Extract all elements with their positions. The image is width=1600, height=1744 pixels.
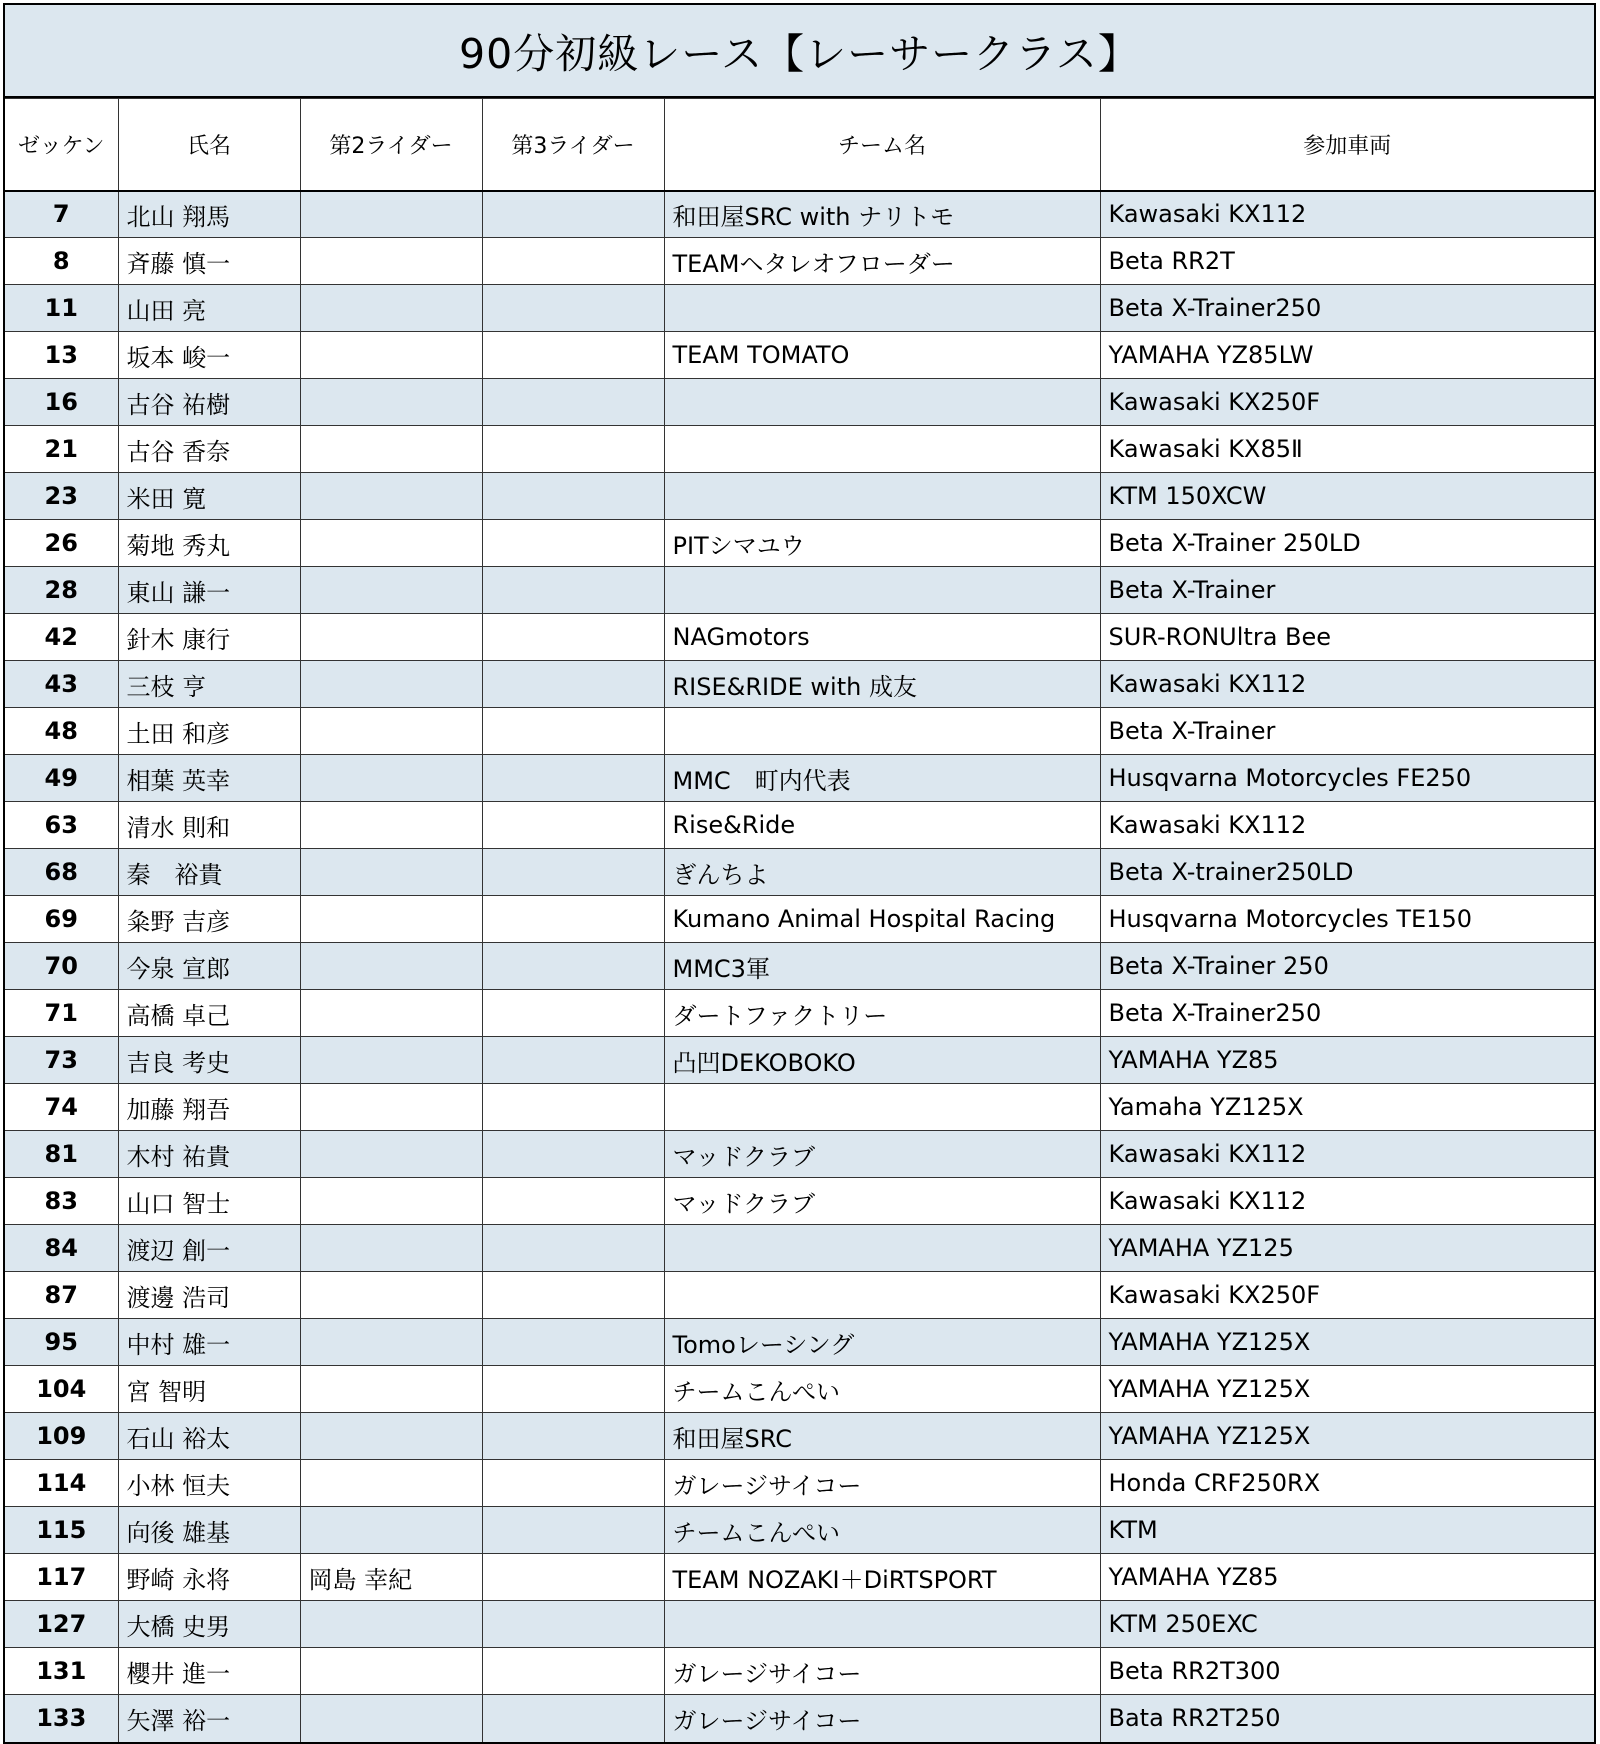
cell-name: 加藤 翔吾 [118, 1084, 300, 1131]
cell-second-rider [300, 990, 482, 1037]
cell-number: 49 [5, 755, 118, 802]
table-row [5, 520, 1594, 567]
cell-third-rider [482, 332, 664, 379]
cell-team: RISE&RIDE with 成友 [664, 661, 1100, 708]
cell-number: 131 [5, 1648, 118, 1695]
cell-second-rider [300, 1507, 482, 1554]
cell-second-rider: 岡島 幸紀 [300, 1554, 482, 1601]
cell-name: 渡邊 浩司 [118, 1272, 300, 1319]
cell-number: 48 [5, 708, 118, 755]
cell-team: TEAMヘタレオフローダー [664, 238, 1100, 285]
cell-name: 北山 翔馬 [118, 191, 300, 238]
cell-vehicle: Beta X-Trainer [1100, 708, 1594, 755]
cell-number: 104 [5, 1366, 118, 1413]
cell-third-rider [482, 755, 664, 802]
cell-second-rider [300, 943, 482, 990]
cell-third-rider [482, 1272, 664, 1319]
cell-second-rider [300, 708, 482, 755]
cell-name: 菊地 秀丸 [118, 520, 300, 567]
table-row [5, 708, 1594, 755]
cell-team: Rise&Ride [664, 802, 1100, 849]
cell-second-rider [300, 802, 482, 849]
cell-third-rider [482, 1319, 664, 1366]
cell-third-rider [482, 708, 664, 755]
cell-team [664, 1225, 1100, 1272]
table-row [5, 1037, 1594, 1084]
cell-name: 斉藤 慎一 [118, 238, 300, 285]
cell-number: 7 [5, 191, 118, 238]
cell-team: ダートファクトリー [664, 990, 1100, 1037]
table-row [5, 1648, 1594, 1695]
cell-third-rider [482, 426, 664, 473]
cell-vehicle: Kawasaki KX112 [1100, 1178, 1594, 1225]
cell-vehicle: Beta X-Trainer250 [1100, 285, 1594, 332]
cell-number: 28 [5, 567, 118, 614]
cell-vehicle: YAMAHA YZ125 [1100, 1225, 1594, 1272]
cell-number: 133 [5, 1695, 118, 1742]
cell-number: 26 [5, 520, 118, 567]
table-row [5, 1131, 1594, 1178]
cell-third-rider [482, 1601, 664, 1648]
cell-third-rider [482, 802, 664, 849]
cell-third-rider [482, 1460, 664, 1507]
cell-second-rider [300, 755, 482, 802]
table-row [5, 285, 1594, 332]
cell-number: 13 [5, 332, 118, 379]
table-row [5, 614, 1594, 661]
cell-second-rider [300, 1695, 482, 1742]
cell-number: 127 [5, 1601, 118, 1648]
table-row [5, 1413, 1594, 1460]
cell-name: 向後 雄基 [118, 1507, 300, 1554]
cell-third-rider [482, 1366, 664, 1413]
cell-team [664, 285, 1100, 332]
cell-vehicle: Kawasaki KX112 [1100, 661, 1594, 708]
cell-team: チームこんぺい [664, 1366, 1100, 1413]
cell-team [664, 473, 1100, 520]
cell-vehicle: KTM 150XCW [1100, 473, 1594, 520]
cell-vehicle: Beta RR2T300 [1100, 1648, 1594, 1695]
table-row [5, 1366, 1594, 1413]
cell-team: MMC3軍 [664, 943, 1100, 990]
cell-third-rider [482, 1413, 664, 1460]
cell-third-rider [482, 191, 664, 238]
table-row [5, 1554, 1594, 1601]
cell-vehicle: Beta X-Trainer [1100, 567, 1594, 614]
table-row [5, 896, 1594, 943]
cell-team: NAGmotors [664, 614, 1100, 661]
cell-name: 清水 則和 [118, 802, 300, 849]
cell-team [664, 1084, 1100, 1131]
cell-vehicle: Honda CRF250RX [1100, 1460, 1594, 1507]
cell-number: 11 [5, 285, 118, 332]
table-row [5, 943, 1594, 990]
cell-team [664, 1272, 1100, 1319]
cell-vehicle: Kawasaki KX85Ⅱ [1100, 426, 1594, 473]
cell-team [664, 379, 1100, 426]
cell-third-rider [482, 1037, 664, 1084]
cell-second-rider [300, 614, 482, 661]
cell-third-rider [482, 1648, 664, 1695]
cell-second-rider [300, 1084, 482, 1131]
cell-vehicle: Kawasaki KX112 [1100, 802, 1594, 849]
cell-vehicle: Bata RR2T250 [1100, 1695, 1594, 1742]
cell-number: 81 [5, 1131, 118, 1178]
cell-vehicle: Beta X-Trainer 250 [1100, 943, 1594, 990]
cell-vehicle: YAMAHA YZ85 [1100, 1554, 1594, 1601]
cell-name: 三枝 亨 [118, 661, 300, 708]
cell-team [664, 1601, 1100, 1648]
cell-name: 櫻井 進一 [118, 1648, 300, 1695]
cell-vehicle: Beta X-trainer250LD [1100, 849, 1594, 896]
cell-vehicle: Beta X-Trainer 250LD [1100, 520, 1594, 567]
cell-name: 今泉 宣郎 [118, 943, 300, 990]
table-row [5, 1272, 1594, 1319]
cell-third-rider [482, 1084, 664, 1131]
cell-team: MMC 町内代表 [664, 755, 1100, 802]
page-title: 90分初級レース【レーサークラス】 [459, 30, 1140, 78]
table-row [5, 802, 1594, 849]
cell-name: 野崎 永将 [118, 1554, 300, 1601]
cell-second-rider [300, 1413, 482, 1460]
cell-third-rider [482, 567, 664, 614]
cell-second-rider [300, 567, 482, 614]
title-bar [5, 5, 1594, 98]
cell-name: 宮 智明 [118, 1366, 300, 1413]
header-second-rider: 第2ライダー [300, 99, 482, 191]
table-row [5, 567, 1594, 614]
cell-third-rider [482, 520, 664, 567]
cell-second-rider [300, 896, 482, 943]
cell-name: 大橋 史男 [118, 1601, 300, 1648]
cell-vehicle: Yamaha YZ125X [1100, 1084, 1594, 1131]
cell-number: 16 [5, 379, 118, 426]
cell-team [664, 426, 1100, 473]
cell-second-rider [300, 238, 482, 285]
cell-second-rider [300, 1366, 482, 1413]
header-vehicle: 参加車両 [1100, 99, 1594, 191]
cell-team: Kumano Animal Hospital Racing [664, 896, 1100, 943]
cell-second-rider [300, 473, 482, 520]
cell-team: 和田屋SRC with ナリトモ [664, 191, 1100, 238]
cell-number: 42 [5, 614, 118, 661]
cell-second-rider [300, 1178, 482, 1225]
cell-name: 東山 謙一 [118, 567, 300, 614]
table-row [5, 1460, 1594, 1507]
table-row [5, 473, 1594, 520]
table-row [5, 379, 1594, 426]
cell-number: 115 [5, 1507, 118, 1554]
cell-name: 針木 康行 [118, 614, 300, 661]
table-header [5, 99, 1594, 191]
table-row [5, 1225, 1594, 1272]
cell-vehicle: Kawasaki KX250F [1100, 1272, 1594, 1319]
cell-team: ガレージサイコー [664, 1648, 1100, 1695]
cell-name: 相葉 英幸 [118, 755, 300, 802]
cell-name: 古谷 祐樹 [118, 379, 300, 426]
cell-second-rider [300, 285, 482, 332]
cell-vehicle: KTM 250EXC [1100, 1601, 1594, 1648]
table-row [5, 849, 1594, 896]
cell-second-rider [300, 426, 482, 473]
table-row [5, 1601, 1594, 1648]
table-body [5, 191, 1594, 1742]
table-row [5, 332, 1594, 379]
cell-number: 74 [5, 1084, 118, 1131]
cell-vehicle: SUR-RONUltra Bee [1100, 614, 1594, 661]
cell-number: 68 [5, 849, 118, 896]
cell-third-rider [482, 1695, 664, 1742]
cell-vehicle: Kawasaki KX112 [1100, 1131, 1594, 1178]
cell-team: PITシマユウ [664, 520, 1100, 567]
cell-number: 43 [5, 661, 118, 708]
cell-team: ガレージサイコー [664, 1460, 1100, 1507]
header-third-rider: 第3ライダー [482, 99, 664, 191]
cell-number: 63 [5, 802, 118, 849]
table-row [5, 1507, 1594, 1554]
cell-third-rider [482, 943, 664, 990]
cell-second-rider [300, 849, 482, 896]
table-row [5, 990, 1594, 1037]
cell-second-rider [300, 520, 482, 567]
cell-number: 70 [5, 943, 118, 990]
table-row [5, 1319, 1594, 1366]
table-row [5, 238, 1594, 285]
table-row [5, 1695, 1594, 1742]
cell-vehicle: Beta X-Trainer250 [1100, 990, 1594, 1037]
cell-number: 71 [5, 990, 118, 1037]
cell-name: 小林 恒夫 [118, 1460, 300, 1507]
table-row [5, 191, 1594, 238]
cell-third-rider [482, 661, 664, 708]
cell-name: 古谷 香奈 [118, 426, 300, 473]
cell-name: 高橋 卓己 [118, 990, 300, 1037]
cell-name: 土田 和彦 [118, 708, 300, 755]
cell-vehicle: YAMAHA YZ125X [1100, 1319, 1594, 1366]
cell-number: 8 [5, 238, 118, 285]
cell-number: 21 [5, 426, 118, 473]
header-number: ゼッケン [5, 99, 118, 191]
cell-second-rider [300, 1037, 482, 1084]
cell-number: 117 [5, 1554, 118, 1601]
cell-team: TEAM TOMATO [664, 332, 1100, 379]
cell-vehicle: Husqvarna Motorcycles TE150 [1100, 896, 1594, 943]
table-row [5, 426, 1594, 473]
cell-name: 渡辺 創一 [118, 1225, 300, 1272]
cell-team [664, 567, 1100, 614]
table-row [5, 1178, 1594, 1225]
cell-third-rider [482, 379, 664, 426]
entry-list-sheet [3, 3, 1596, 1744]
cell-third-rider [482, 849, 664, 896]
cell-second-rider [300, 1601, 482, 1648]
cell-name: 吉良 考史 [118, 1037, 300, 1084]
cell-name: 山口 智士 [118, 1178, 300, 1225]
cell-vehicle: Kawasaki KX250F [1100, 379, 1594, 426]
cell-name: 秦 裕貴 [118, 849, 300, 896]
cell-third-rider [482, 473, 664, 520]
cell-second-rider [300, 661, 482, 708]
table-row [5, 755, 1594, 802]
cell-team: Tomoレーシング [664, 1319, 1100, 1366]
cell-team [664, 708, 1100, 755]
cell-vehicle: YAMAHA YZ125X [1100, 1413, 1594, 1460]
cell-third-rider [482, 1131, 664, 1178]
cell-second-rider [300, 1272, 482, 1319]
cell-name: 粂野 吉彦 [118, 896, 300, 943]
cell-number: 114 [5, 1460, 118, 1507]
cell-name: 中村 雄一 [118, 1319, 300, 1366]
cell-team: 和田屋SRC [664, 1413, 1100, 1460]
cell-vehicle: Kawasaki KX112 [1100, 191, 1594, 238]
cell-third-rider [482, 1225, 664, 1272]
cell-name: 矢澤 裕一 [118, 1695, 300, 1742]
cell-second-rider [300, 379, 482, 426]
cell-third-rider [482, 614, 664, 661]
cell-second-rider [300, 1225, 482, 1272]
cell-vehicle: YAMAHA YZ85 [1100, 1037, 1594, 1084]
cell-vehicle: YAMAHA YZ125X [1100, 1366, 1594, 1413]
cell-number: 87 [5, 1272, 118, 1319]
cell-second-rider [300, 191, 482, 238]
cell-team: ぎんちよ [664, 849, 1100, 896]
cell-team: チームこんぺい [664, 1507, 1100, 1554]
cell-team: ガレージサイコー [664, 1695, 1100, 1742]
cell-second-rider [300, 332, 482, 379]
cell-third-rider [482, 1554, 664, 1601]
cell-number: 69 [5, 896, 118, 943]
cell-name: 坂本 峻一 [118, 332, 300, 379]
entry-table [5, 98, 1594, 1742]
cell-third-rider [482, 285, 664, 332]
cell-team: TEAM NOZAKI＋DiRTSPORT [664, 1554, 1100, 1601]
cell-second-rider [300, 1460, 482, 1507]
table-row [5, 1084, 1594, 1131]
cell-name: 米田 寛 [118, 473, 300, 520]
header-team: チーム名 [664, 99, 1100, 191]
cell-vehicle: KTM [1100, 1507, 1594, 1554]
cell-number: 83 [5, 1178, 118, 1225]
cell-third-rider [482, 238, 664, 285]
cell-number: 73 [5, 1037, 118, 1084]
cell-vehicle: Beta RR2T [1100, 238, 1594, 285]
cell-second-rider [300, 1319, 482, 1366]
cell-second-rider [300, 1131, 482, 1178]
cell-number: 109 [5, 1413, 118, 1460]
cell-third-rider [482, 896, 664, 943]
table-row [5, 661, 1594, 708]
cell-team: マッドクラブ [664, 1178, 1100, 1225]
header-name: 氏名 [118, 99, 300, 191]
cell-third-rider [482, 990, 664, 1037]
cell-third-rider [482, 1178, 664, 1225]
cell-number: 23 [5, 473, 118, 520]
cell-name: 木村 祐貴 [118, 1131, 300, 1178]
cell-name: 石山 裕太 [118, 1413, 300, 1460]
cell-number: 95 [5, 1319, 118, 1366]
cell-team: マッドクラブ [664, 1131, 1100, 1178]
cell-name: 山田 亮 [118, 285, 300, 332]
cell-number: 84 [5, 1225, 118, 1272]
cell-vehicle: YAMAHA YZ85LW [1100, 332, 1594, 379]
cell-vehicle: Husqvarna Motorcycles FE250 [1100, 755, 1594, 802]
cell-third-rider [482, 1507, 664, 1554]
cell-team: 凸凹DEKOBOKO [664, 1037, 1100, 1084]
cell-second-rider [300, 1648, 482, 1695]
